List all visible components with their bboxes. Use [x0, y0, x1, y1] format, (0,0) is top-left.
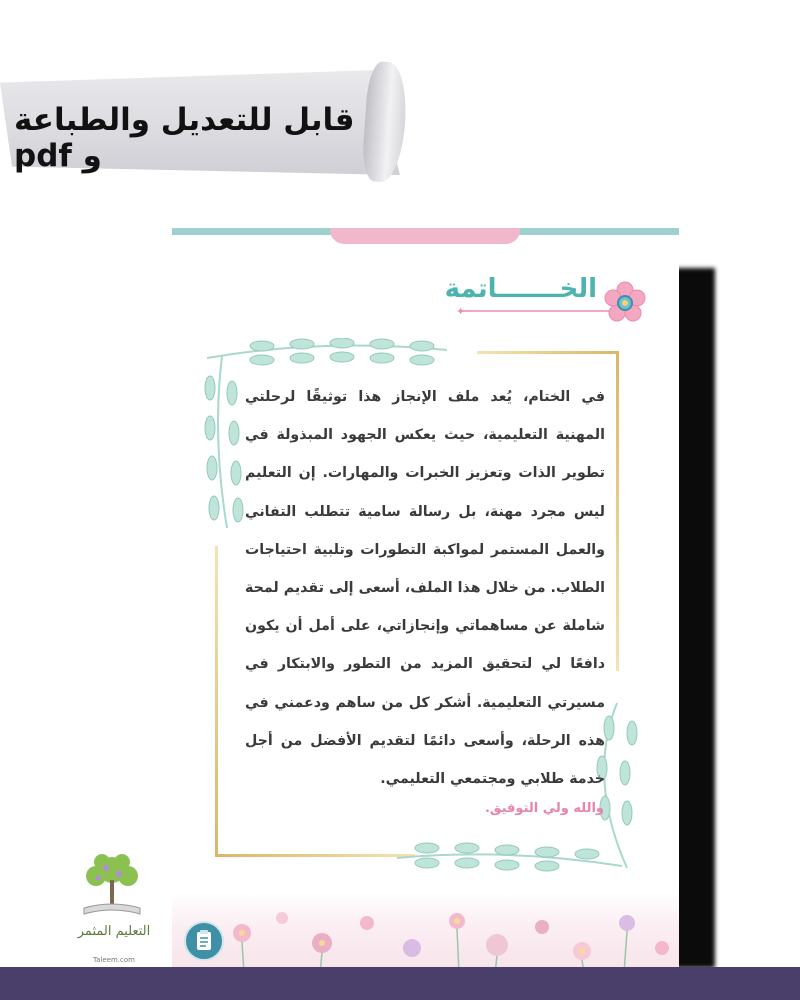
frame-left	[215, 546, 218, 856]
frame-right	[616, 351, 619, 671]
flower-icon	[602, 280, 648, 326]
frame-top	[477, 351, 619, 354]
logo-name: التعليم المثمر	[77, 924, 151, 939]
logo-site: Taleem.com	[93, 956, 135, 964]
clipboard-icon	[184, 921, 224, 961]
conclusion-body: في الختام، يُعد ملف الإنجاز هذا توثيقًا لرحلتي المهنية التعليمية، حيث يعكس الجهود المبذولة في تطوير الذات وتعزيز الخبرات والمهارات. إن التعليم ليس مجرد مهنة، بل رسالة سامية تتطلب التفاني والعمل المستمر لمواكبة التطورات وتلبية احتياجات الطلاب. من خلال هذا الملف، أسعى إلى تقديم لمحة شاملة عن مساهماتي وإنجازاتي، على أمل أن يكون دافعًا لي لتحقيق المزيد من التطور والابتكار في مسيرتي التعليمية. أشكر كل من ساهم ودعمني في هذه الرحلة، وأسعى دائمًا لتقديم الأفضل من أجل خدمة طلابي ومجتمعي التعليمي.	[245, 389, 605, 788]
sparkle-icon: ✦	[456, 305, 466, 318]
page-title: الخـــــــاتمة	[444, 274, 597, 304]
frame-bottom	[215, 854, 415, 857]
top-accent-tab	[330, 228, 520, 244]
floral-border	[172, 893, 679, 973]
title-underline	[462, 310, 612, 312]
signoff-text: والله ولي التوفيق.	[484, 801, 604, 816]
document-page	[172, 228, 679, 973]
flowers-illustration	[172, 893, 679, 973]
bottom-band	[0, 967, 800, 1000]
tree-logo-icon	[72, 850, 152, 922]
banner-text: قابل للتعديل والطباعة و pdf	[14, 102, 355, 174]
